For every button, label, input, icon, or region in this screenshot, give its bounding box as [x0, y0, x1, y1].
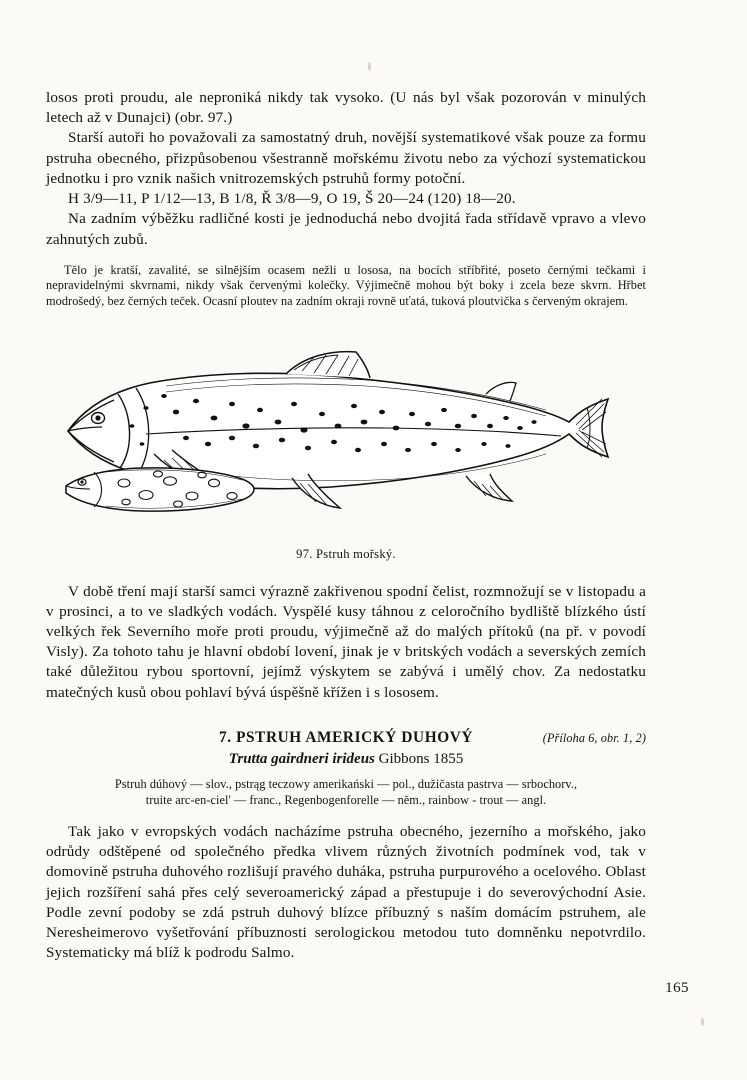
page-content [46, 88, 646, 963]
small-description-paragraph: Tělo je kratší, zavalité, se silnějším ocasem nežli u lososa, na bocích stříbřité, poseto černými tečkami i nepravidelnými skvrnami, nikdy však červenými kolečky. Výjimečně mohou být boky i zcela beze skvrn. Hřbet modrošedý, bez černých teček. Ocasní ploutev na zadním okraji rovně uťatá, tuková ploutvička s červeným okrajem. [46, 262, 646, 308]
section-latin-name [46, 751, 646, 768]
section-title: 7. PSTRUH AMERICKÝ DUHOVÝ [218, 728, 474, 746]
page-speck [701, 1018, 704, 1026]
paragraph-1: losos proti proudu, ale neproniká nikdy tak vysoko. (U nás byl však pozorován v minulých letech až v Dunajci) (obr. 97.) [46, 89, 646, 127]
figure-97 [46, 326, 646, 562]
spacer [46, 562, 646, 582]
vernacular-names [46, 777, 646, 809]
paragraph-fin-formula: H 3/9—11, P 1/12—13, B 1/8, Ř 3/8—9, O 19, Š 20—24 (120) 18—20. [68, 190, 516, 208]
page-speck [368, 62, 371, 71]
final-paragraph: Tak jako v evropských vodách nacházíme pstruha obecného, jezerního a mořského, jako odrůdy odštěpené od společného předka vlivem různých životních podmínek vod, tak v domovině pstruha duhového rozlišují pravého duháka, pstruha purpurového a ocelového. Oblast jejich rozšíření sahá přes celý severoamerický západ a přestupuje i do severovýchodní Asie. Podle zevní podoby se zdá pstruh duhový blízce příbuzný s naším domácím pstruhem, ale Neresheimerovo vyšetřování příbuznosti serologickou metodou tuto domněnku nepotvrdilo. Systematicky má blíž k podrodu Salmo. [46, 822, 646, 962]
fish-illustration [46, 326, 646, 541]
vernacular-line-2: truite arc-en-ciel' — franc., Regenbogenforelle — něm., rainbow - trout — angl. [145, 792, 547, 807]
figure-caption: 97. Pstruh mořský. [296, 546, 396, 561]
page-number: 165 [665, 980, 689, 996]
latin-author: Gibbons 1855 [374, 750, 464, 767]
vernacular-line-1: Pstruh dúhový — slov., pstrąg teczowy amerikański — pol., dužičasta pastrva — srbochorv., [114, 776, 578, 791]
spacer [46, 250, 646, 263]
section-heading [46, 729, 646, 747]
paragraph-4: Na zadním výběžku radličné kosti je jednoduchá nebo dvojitá řada střídavě vpravo a vlevo zahnutých zubů. [46, 210, 646, 248]
paragraph-after-figure: V době tření mají starší samci výrazně zakřivenou spodní čelist, rozmnožují se v listopadu a v prosinci, a to ve sladkých vodách. Vyspělé kusy táhnou z celoročního bydliště blízkého ústí velkých řek Severního moře proti proudu, výjimečně až do malých přítoků (na př. v povodí Visly). Za tohoto tahu je hlavní období lovení, jinak je v britských vodách a severských zemích také důležitou rybou sportovní, jejímž výskytem se zabývá i umělý chov. Za nedostatku matečných kusů obou pohlaví bývá úspěšně křížen i s lososem. [46, 582, 646, 701]
paragraph-2: Starší autoři ho považovali za samostatný druh, novější systematikové však pouze za formu pstruha obecného, přizpůsobenou všestranně mořskému životu nebo za výchozí systematickou jednotku i pro vznik našich vnitrozemských pstruhů formy potoční. [46, 129, 646, 187]
latin-binomial: Trutta gairdneri irideus [228, 750, 375, 767]
spacer [46, 809, 646, 822]
section-note: (Příloha 6, obr. 1, 2) [542, 730, 646, 745]
